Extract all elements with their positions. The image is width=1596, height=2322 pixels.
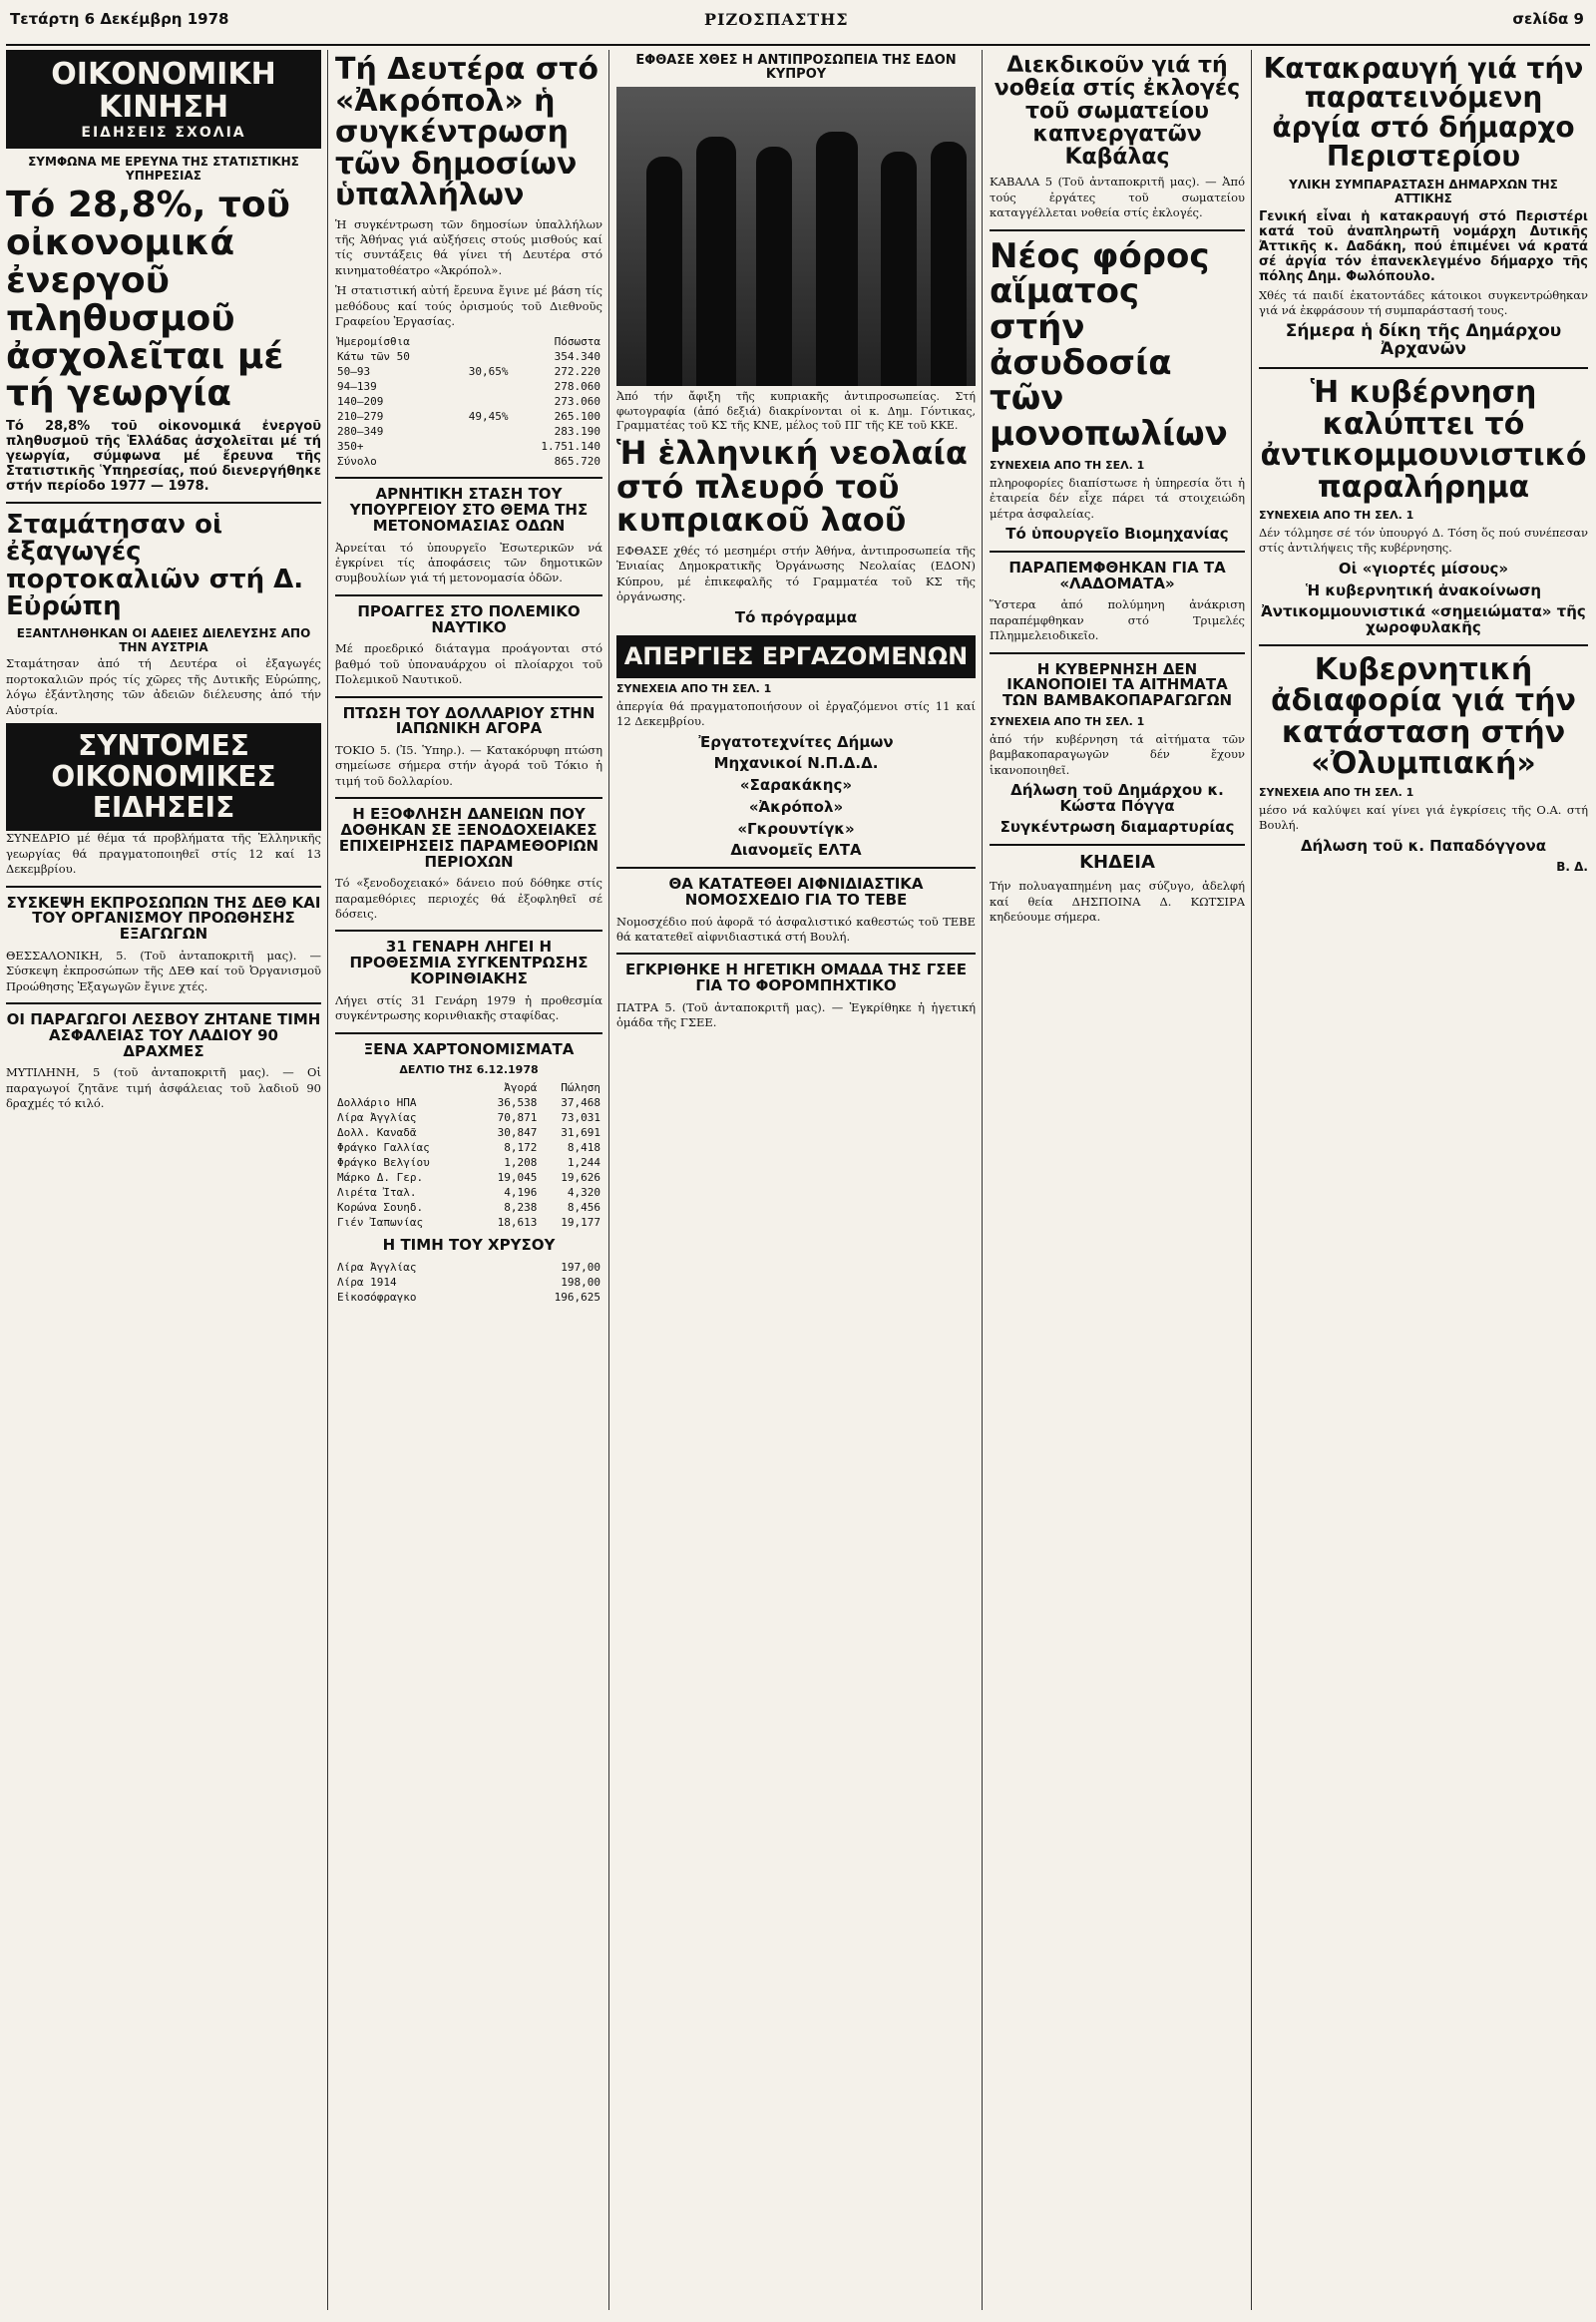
section-subtitle: ΕΙΔΗΣΕΙΣ ΣΧΟΛΙΑ xyxy=(81,125,246,141)
column-rule xyxy=(608,50,609,2310)
section-banner xyxy=(6,50,321,149)
column-rule xyxy=(327,50,328,2310)
divider xyxy=(335,477,602,479)
divider xyxy=(335,1032,602,1034)
article-headline: ΠΑΡΑΠΕΜΦΘΗΚΑΝ ΓΙΑ ΤΑ «ΛΑΔΟΜΑΤΑ» xyxy=(1008,558,1226,592)
subheading: «Γκρουντίγκ» xyxy=(737,819,855,838)
table-header: Πώληση xyxy=(561,1081,600,1095)
article-headline: Κυβερνητική ἀδιαφορία γιά τήν κατάσταση στήν «Ὀλυμπιακή» xyxy=(1271,651,1576,782)
subheading: Διανομεῖς ΕΛΤΑ xyxy=(730,841,862,860)
article-body: ἀπεργία θά πραγματοποιήσουν οἱ ἐργαζόμενοι στίς 11 καί 12 Δεκεμβρίου. xyxy=(616,698,976,729)
table-row: 210—279 49,45% 265.100 xyxy=(337,410,600,424)
column-5 xyxy=(1259,50,1588,2310)
table-row: Λίρα Ἀγγλίας 70,871 73,031 xyxy=(337,1111,600,1125)
article-headline: ΑΡΝΗΤΙΚΗ ΣΤΑΣΗ ΤΟΥ ΥΠΟΥΡΓΕΙΟΥ ΣΤΟ ΘΕΜΑ ΤΗΣ ΜΕΤΟΝΟΜΑΣΙΑΣ ΟΔΩΝ xyxy=(349,485,589,535)
article-headline: 31 ΓΕΝΑΡΗ ΛΗΓΕΙ Η ΠΡΟΘΕΣΜΙΑ ΣΥΓΚΕΝΤΡΩΣΗΣ ΚΟΡΙΝΘΙΑΚΗΣ xyxy=(349,938,589,987)
article-headline: ΟΙ ΠΑΡΑΓΩΓΟΙ ΛΕΣΒΟΥ ΖΗΤΑΝΕ ΤΙΜΗ ΑΣΦΑΛΕΙΑΣ ΤΟΥ ΛΑΔΙΟΥ 90 ΔΡΑΧΜΕΣ xyxy=(6,1010,321,1060)
article-body: Δέν τόλμησε σέ τόν ὑπουργό Δ. Τόση ὅς πού συνέπεσαν στίς ἀντιλήψεις τῆς κυβέρνησης. xyxy=(1259,526,1588,556)
photo-figure xyxy=(931,142,967,386)
fx-table-title: ΞΕΝΑ ΧΑΡΤΟΝΟΜΙΣΜΑΤΑ xyxy=(363,1039,575,1058)
divider xyxy=(1259,367,1588,369)
photo-figure xyxy=(696,137,736,386)
divider xyxy=(1259,644,1588,646)
article-headline: ΠΡΟΑΓΓΕΣ ΣΤΟ ΠΟΛΕΜΙΚΟ ΝΑΥΤΙΚΟ xyxy=(357,601,581,636)
column-1 xyxy=(6,50,321,2310)
article-headline: Διεκδικοῦν γιά τή νοθεία στίς ἐκλογές τοῦ σωματείου καπνεργατῶν Καβάλας xyxy=(994,53,1241,171)
article-headline: Η ΕΞΟΦΛΗΣΗ ΔΑΝΕΙΩΝ ΠΟΥ ΔΟΘΗΚΑΝ ΣΕ ΞΕΝΟΔΟΧΕΙΑΚΕΣ ΕΠΙΧΕΙΡΗΣΕΙΣ ΠΑΡΑΜΕΘΟΡΙΩΝ ΠΕΡΙΟΧΩΝ xyxy=(338,805,599,871)
table-row: 350+ 1.751.140 xyxy=(337,440,600,454)
article-body: Νομοσχέδιο πού ἀφορᾶ τό ἀσφαλιστικό καθεστώς τοῦ ΤΕΒΕ θά κατατεθεῖ αἰφνιδιαστικά στή Βουλή. xyxy=(616,914,976,944)
subheading: Οἱ «γιορτές μίσους» xyxy=(1338,559,1509,578)
newspaper-name: ΡΙΖΟΣΠΑΣΤΗΣ xyxy=(704,10,849,29)
article-body: ἀπό τήν κυβέρνηση τά αἰτήματα τῶν βαμβακοπαραγωγῶν δέν ἔχουν ἱκανοποιηθεῖ. xyxy=(990,731,1245,777)
article-body: Ἡ συγκέντρωση τῶν δημοσίων ὑπαλλήλων τῆς Ἀθήνας γιά αὐξήσεις στούς μισθούς καί τίς συντάξεις θά γίνει τή Δευτέρα στό κινηματοθέατρο «Ἀκρόπολ». xyxy=(335,216,602,277)
masthead xyxy=(6,6,1590,46)
table-row: 280—349 283.190 xyxy=(337,425,600,439)
column-3 xyxy=(616,50,976,2310)
newspaper-page xyxy=(6,6,1590,2316)
subheading: Ἀντικομμουνιστικά «σημειώματα» τῆς χωροφυλακῆς xyxy=(1261,602,1586,637)
column-rule xyxy=(982,50,983,2310)
table-header: Ἀγορά xyxy=(504,1081,538,1095)
table-row: Φράγκο Γαλλίας 8,172 8,418 xyxy=(337,1141,600,1155)
photo-title: ΕΦΘΑΣΕ ΧΘΕΣ Η ΑΝΤΙΠΡΟΣΩΠΕΙΑ ΤΗΣ ΕΔΟΝ ΚΥΠΡΟΥ xyxy=(635,53,957,82)
box-headline: Σήμερα ἡ δίκη τῆς Δημάρχου Ἀρχανῶν xyxy=(1285,321,1562,360)
article-body: ΠΑΤΡΑ 5. (Τοῦ ἀνταποκριτῆ μας). — Ἐγκρίθηκε ἡ ἡγετική ὁμάδα τῆς ΓΣΕΕ. xyxy=(616,999,976,1030)
divider xyxy=(990,551,1245,553)
photo-figure xyxy=(816,132,858,386)
article-body: ΣΥΝΕΔΡΙΟ μέ θέμα τά προβλήματα τῆς Ἑλληνικῆς γεωργίας θά πραγματοποιηθεῖ στίς 12 καί 13 Δεκεμβρίου. xyxy=(6,831,321,877)
column-rule xyxy=(1251,50,1252,2310)
table-row: Φράγκο Βελγίου 1,208 1,244 xyxy=(337,1156,600,1170)
article-headline: Ἡ κυβέρνηση καλύπτει τό ἀντικομμουνιστικό παραλήρημα xyxy=(1260,375,1587,505)
table-row: 50—93 30,65% 272.220 xyxy=(337,365,600,379)
divider xyxy=(990,229,1245,231)
article-headline: Νέος φόρος αἵματος στήν ἀσυδοσία τῶν μονοπωλίων xyxy=(990,235,1228,455)
table-row: 94—139 278.060 xyxy=(337,380,600,394)
table-row: Εἰκοσόφραγκο 196,625 xyxy=(337,1291,600,1305)
article-headline: Σταμάτησαν οἱ ἐξαγωγές πορτοκαλιῶν στή Δ. Εὐρώπη xyxy=(6,510,304,622)
table-row: Κάτω τῶν 50 354.340 xyxy=(337,350,600,364)
photo-figure xyxy=(756,147,792,386)
subheading: Ἡ κυβερνητική ἀνακοίνωση xyxy=(1305,580,1542,599)
gold-table xyxy=(335,1260,602,1305)
article-headline: Κατακραυγή γιά τήν παρατεινόμενη ἀργία στό δήμαρχο Περιστερίου xyxy=(1263,52,1584,174)
divider xyxy=(335,594,602,596)
divider xyxy=(6,886,321,888)
table-row: Λίρα 1914 198,00 xyxy=(337,1276,600,1290)
article-kicker: ΥΛΙΚΗ ΣΥΜΠΑΡΑΣΤΑΣΗ ΔΗΜΑΡΧΩΝ ΤΗΣ ΑΤΤΙΚΗΣ xyxy=(1289,177,1558,205)
continuation-note: ΣΥΝΕΧΕΙΑ ΑΠΟ ΤΗ ΣΕΛ. 1 xyxy=(616,681,772,695)
article-headline: Τή Δευτέρα στό «Ἀκρόπολ» ἡ συγκέντρωση τῶν δημοσίων ὑπαλλήλων xyxy=(335,52,598,212)
subheading: «Ἀκρόπολ» xyxy=(748,797,844,816)
photo-caption: Ἀπό τήν ἄφιξη τῆς κυπριακῆς ἀντιπροσωπείας. Στή φωτογραφία (ἀπό δεξιά) διακρίνονται οἱ κ. Δημ. Γόντικας, Γραμματέας τοῦ ΚΣ τῆς ΚΝΕ, μέλος τοῦ ΠΓ τῆς ΚΕ τοῦ ΚΚΕ. xyxy=(616,390,976,432)
table-row: Λίρα Ἀγγλίας 197,00 xyxy=(337,1261,600,1275)
article-body: πληροφορίες διαπίστωσε ἡ ὑπηρεσία ὅτι ἡ ἐταιρεία δέν εἶχε πάρει τά στοιχειώδη μέτρα ἀσφαλείας. xyxy=(990,475,1245,521)
subheading: Δήλωση τοῦ κ. Παπαδόγγονα xyxy=(1300,836,1547,855)
section-title: ΟΙΚΟΝΟΜΙΚΗ ΚΙΝΗΣΗ xyxy=(51,57,276,125)
table-header: Ἡμερομίσθια xyxy=(337,335,410,349)
divider xyxy=(335,930,602,932)
article-lead: Γενική εἶναι ἡ κατακραυγή στό Περιστέρι κατά τοῦ ἀναπληρωτῆ νομάρχη Δυτικῆς Ἀττικῆς κ. Δαδάκη, πού ἐπιμένει νά κρατά σέ ἀργία τόν ἐπανεκλεγμένο δήμαρχο τῆς πόλης Δημ. Φωλόπουλο. xyxy=(1259,208,1588,284)
divider xyxy=(990,652,1245,654)
article-headline: Τό 28,8%, τοῦ οἰκονομικά ἐνεργοῦ πληθυσμοῦ ἀσχολεῖται μέ τή γεωργία xyxy=(6,185,290,415)
article-headline: ΕΓΚΡΙΘΗΚΕ Η ΗΓΕΤΙΚΗ ΟΜΑΔΑ ΤΗΣ ΓΣΕΕ ΓΙΑ ΤΟ ΦΟΡΟΜΠΗΧΤΙΚΟ xyxy=(624,961,968,995)
subheading: Συγκέντρωση διαμαρτυρίας xyxy=(999,818,1235,837)
subheading: «Σαρακάκης» xyxy=(739,776,853,795)
gold-table-title: Η ΤΙΜΗ ΤΟΥ ΧΡΥΣΟΥ xyxy=(382,1236,556,1255)
article-headline: Ἡ ἑλληνική νεολαία στό πλευρό τοῦ κυπριακοῦ λαοῦ xyxy=(616,434,968,540)
wages-table xyxy=(335,334,602,469)
article-kicker: ΕΞΑΝΤΛΗΘΗΚΑΝ ΟΙ ΑΔΕΙΕΣ ΔΙΕΛΕΥΣΗΣ ΑΠΟ ΤΗΝ ΑΥΣΤΡΙΑ xyxy=(16,626,311,655)
continuation-note: ΣΥΝΕΧΕΙΑ ΑΠΟ ΤΗ ΣΕΛ. 1 xyxy=(990,458,1145,472)
article-body: Ὕστερα ἀπό πολύμηνη ἀνάκριση παραπέμφθηκαν στό Τριμελές Πλημμελειοδικεῖο. xyxy=(990,597,1245,643)
author-initials: Β. Δ. xyxy=(1556,860,1588,875)
divider xyxy=(335,696,602,698)
article-body: Μέ προεδρικό διάταγμα προάγονται στό βαθμό τοῦ ὑποναυάρχου οἱ πλοίαρχοι τοῦ Πολεμικοῦ Ναυτικοῦ. xyxy=(335,641,602,687)
article-body: Ἀρνείται τό ὑπουργεῖο Ἐσωτερικῶν νά ἐγκρίνει τίς ἀποφάσεις τῶν δημοτικῶν συμβουλίων γιά τή μετονομασία ὁδῶν. xyxy=(335,540,602,585)
page-number: σελίδα 9 xyxy=(1512,10,1584,28)
divider xyxy=(990,844,1245,846)
article-body: Λήγει στίς 31 Γενάρη 1979 ἡ προθεσμία συγκέντρωσης κορινθιακῆς σταφίδας. xyxy=(335,992,602,1023)
divider xyxy=(335,797,602,799)
subheading: Μηχανικοί Ν.Π.Δ.Δ. xyxy=(713,754,879,773)
photo-figure xyxy=(881,152,917,386)
divider xyxy=(616,867,976,869)
column-4 xyxy=(990,50,1245,2310)
subheading: Ἐργατοτεχνίτες Δήμων xyxy=(698,732,894,751)
table-row: Δολλ. Καναδᾶ 30,847 31,691 xyxy=(337,1126,600,1140)
article-headline: ΘΑ ΚΑΤΑΤΕΘΕΙ ΑΙΦΝΙΔΙΑΣΤΙΚΑ ΝΟΜΟΣΧΕΔΙΟ ΓΙΑ ΤΟ ΤΕΒΕ xyxy=(668,875,924,909)
continuation-note: ΣΥΝΕΧΕΙΑ ΑΠΟ ΤΗ ΣΕΛ. 1 xyxy=(990,714,1145,728)
divider xyxy=(6,502,321,504)
table-row: Δολλάριο ΗΠΑ 36,538 37,468 xyxy=(337,1096,600,1110)
table-row: Μάρκο Δ. Γερ. 19,045 19,626 xyxy=(337,1171,600,1185)
article-headline: ΣΥΣΚΕΨΗ ΕΚΠΡΟΣΩΠΩΝ ΤΗΣ ΔΕΘ ΚΑΙ ΤΟΥ ΟΡΓΑΝΙΣΜΟΥ ΠΡΟΩΘΗΣΗΣ ΕΞΑΓΩΓΩΝ xyxy=(6,893,321,944)
subheading: Δήλωση τοῦ Δημάρχου κ. Κώστα Πόγγα xyxy=(1010,780,1224,815)
continuation-note: ΣΥΝΕΧΕΙΑ ΑΠΟ ΤΗ ΣΕΛ. 1 xyxy=(1259,785,1414,799)
subheading: Τό ὑπουργεῖο Βιομηχανίας xyxy=(1005,525,1229,544)
article-body: ΕΦΘΑΣΕ χθές τό μεσημέρι στήν Ἀθήνα, ἀντιπροσωπεία τῆς Ἑνιαίας Δημοκρατικῆς Ὀργάνωσης Νεολαίας (ΕΔΟΝ) Κύπρου, μέ ἐπικεφαλῆς τό Γραμματέα τοῦ ΚΣ τῆς ὀργάνωσης. xyxy=(616,543,976,604)
table-row: Γιέν Ἰαπωνίας 18,613 19,177 xyxy=(337,1216,600,1230)
news-photo xyxy=(616,87,976,386)
table-header: Πόσωστα xyxy=(554,335,600,349)
article-body: ΚΑΒΑΛΑ 5 (Τοῦ ἀνταποκριτῆ μας). — Ἀπό τούς ἐργάτες τοῦ σωματείου καταγγέλλεται νοθεία στίς ἐκλογές. xyxy=(990,175,1245,220)
article-lead: Τό 28,8% τοῦ οἰκονομικά ἐνεργοῦ πληθυσμοῦ τῆς Ἑλλάδας ἀσχολεῖται μέ τή γεωργία, σύμφωνα μέ ἔρευνα τῆς Στατιστικῆς Ὑπηρεσίας, πού διενεργήθηκε στήν περίοδο 1977 — 1978. xyxy=(6,419,321,495)
article-headline: Η ΚΥΒΕΡΝΗΣΗ ΔΕΝ ΙΚΑΝΟΠΟΙΕΙ ΤΑ ΑΙΤΗΜΑΤΑ ΤΩΝ ΒΑΜΒΑΚΟΠΑΡΑΓΩΓΩΝ xyxy=(1001,659,1233,709)
article-body: ΘΕΣΣΑΛΟΝΙΚΗ, 5. (Τοῦ ἀνταποκριτῆ μας). — Σύσκεψη ἐκπροσώπων τῆς ΔΕΘ καί τοῦ Ὀργανισμοῦ Προώθησης Ἐξαγωγῶν ἔγινε χτές. xyxy=(6,948,321,993)
table-row: Κορώνα Σουηδ. 8,238 8,456 xyxy=(337,1201,600,1215)
article-body: μέσο νά καλύψει καί γίνει γιά ἐγκρίσεις τῆς Ο.Α. στή Βουλή. xyxy=(1259,802,1588,833)
article-body: ΜΥΤΙΛΗΝΗ, 5 (τοῦ ἀνταποκριτῆ μας). — Οἱ παραγωγοί ζητᾶνε τιμή ἀσφάλειας τοῦ λαδιοῦ 90 δραχμές τό κιλό. xyxy=(6,1065,321,1111)
section-heading: Τό πρόγραμμα xyxy=(734,607,858,626)
fx-table-date: ΔΕΛΤΙΟ ΤΗΣ 6.12.1978 xyxy=(399,1063,539,1077)
photo-figure xyxy=(646,157,682,386)
article-body: ΤΟΚΙΟ 5. (Ἰ5. Ὑπηρ.). — Κατακόρυφη πτώση σημείωσε σήμερα στήν ἀγορά τοῦ Τόκιο ἡ τιμή τοῦ δολλαρίου. xyxy=(335,743,602,788)
article-kicker: ΣΥΜΦΩΝΑ ΜΕ ΕΡΕΥΝΑ ΤΗΣ ΣΤΑΤΙΣΤΙΚΗΣ ΥΠΗΡΕΣΙΑΣ xyxy=(28,155,299,184)
funeral-notice-body: Τήν πολυαγαπημένη μας σύζυγο, ἀδελφή καί θεία ΔΗΣΠΟΙΝΑ Δ. ΚΩΤΣΙΡΑ κηδεύουμε σήμερα. xyxy=(990,879,1245,924)
article-body: Ἡ στατιστική αὐτή ἔρευνα ἔγινε μέ βάση τίς μεθόδους καί τούς ὁρισμούς τοῦ Διεθνοῦς Γραφείου Ἐργασίας. xyxy=(335,283,602,328)
article-body: Σταμάτησαν ἀπό τή Δευτέρα οἱ ἐξαγωγές πορτοκαλιῶν πρός τίς χῶρες τῆς Δυτικῆς Εὐρώπης, λόγω ἐξάντλησης τῶν ἀδειῶν διέλευσης ἀπό τήν Αὐστρία. xyxy=(6,656,321,717)
column-2 xyxy=(335,50,602,2310)
divider xyxy=(616,953,976,955)
article-headline: ΠΤΩΣΗ ΤΟΥ ΔΟΛΛΑΡΙΟΥ ΣΤΗΝ ΙΑΠΩΝΙΚΗ ΑΓΟΡΑ xyxy=(342,703,596,738)
continuation-note: ΣΥΝΕΧΕΙΑ ΑΠΟ ΤΗ ΣΕΛ. 1 xyxy=(1259,509,1414,523)
fx-table xyxy=(335,1080,602,1230)
article-body: Τό «ξενοδοχειακό» δάνειο πού δόθηκε στίς παραμεθόριες περιοχές θά ἐξοφληθεῖ σέ δόσεις. xyxy=(335,876,602,922)
strikes-banner: ΑΠΕΡΓΙΕΣ ΕΡΓΑΖΟΜΕΝΩΝ xyxy=(616,635,976,677)
article-body: Χθές τά παιδί ἑκατοντάδες κάτοικοι συγκεντρώθηκαν γιά νά ἐκφράσουν τή συμπαράστασή τους. xyxy=(1259,287,1588,317)
table-row: Σύνολο 865.720 xyxy=(337,455,600,469)
funeral-notice-title: ΚΗΔΕΙΑ xyxy=(1079,852,1155,874)
table-row: 140—209 273.060 xyxy=(337,395,600,409)
short-news-banner: ΣΥΝΤΟΜΕΣ ΟΙΚΟΝΟΜΙΚΕΣ ΕΙΔΗΣΕΙΣ xyxy=(6,723,321,831)
divider xyxy=(6,1002,321,1004)
table-row: Λιρέτα Ἰταλ. 4,196 4,320 xyxy=(337,1186,600,1200)
issue-date: Τετάρτη 6 Δεκέμβρη 1978 xyxy=(10,10,229,28)
